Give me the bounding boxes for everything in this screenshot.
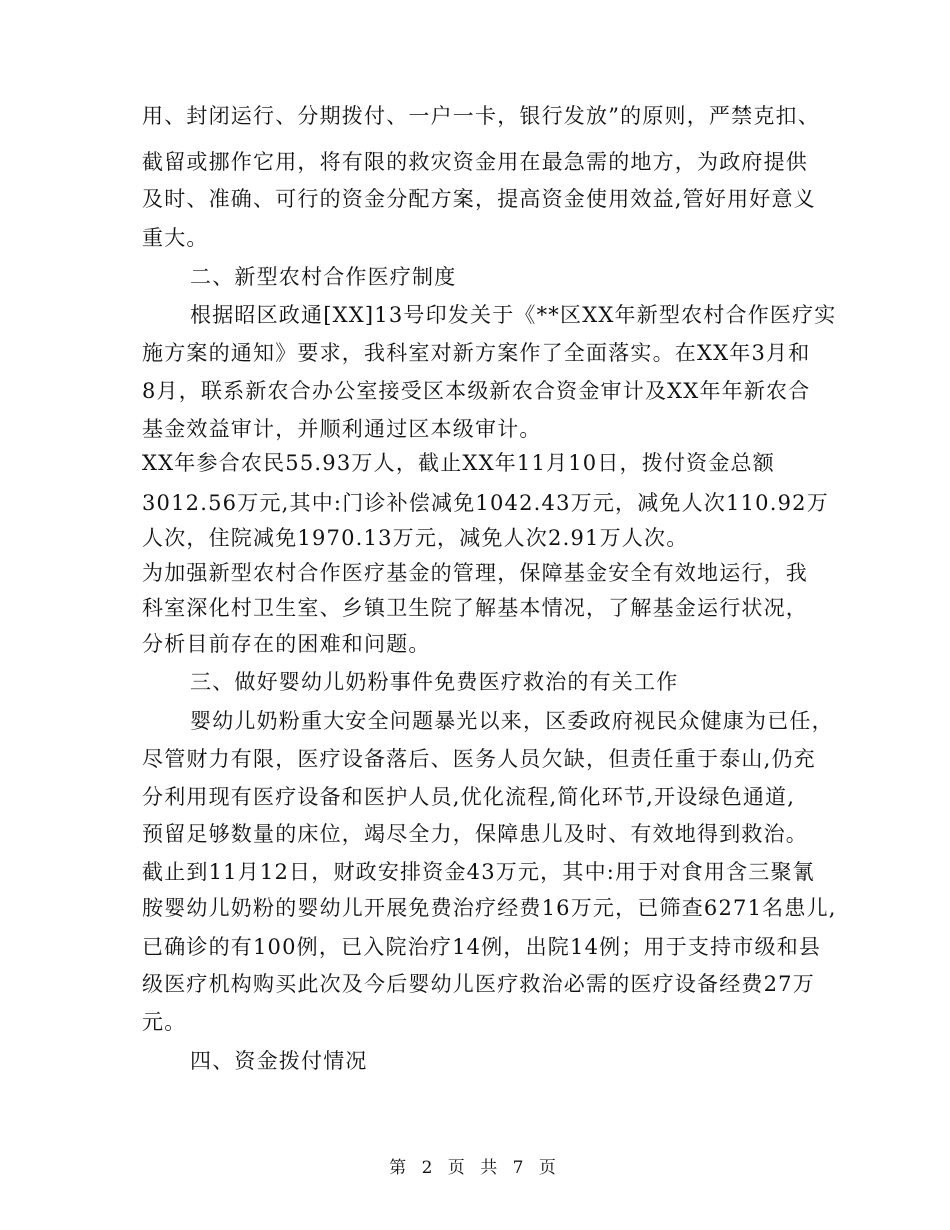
body-text-line: 用、封闭运行、分期拨付、一户一卡，银行发放”的原则，严禁克扣、 — [142, 104, 820, 128]
body-text-line: 截止到11月12日，财政安排资金43万元，其中:用于对食用含三聚氰 — [142, 860, 815, 884]
body-text-line: 8月，联系新农合办公室接受区本级新农合资金审计及XX年年新农合 — [142, 379, 811, 403]
body-text-line: 分析目前存在的困难和问题。 — [142, 632, 431, 656]
body-text-line: 科室深化村卫生室、乡镇卫生院了解基本情况，了解基金运行状况， — [142, 596, 808, 620]
body-text-line: 根据昭区政通[XX]13号印发关于《**区XX年新型农村合作医疗实 — [190, 303, 837, 327]
body-text-line: 预留足够数量的床位，竭尽全力，保障患儿及时、有效地得到救治。 — [142, 822, 808, 846]
section-heading: 二、新型农村合作医疗制度 — [190, 265, 457, 289]
body-text-line: 婴幼儿奶粉重大安全问题暴光以来，区委政府视民众健康为已任， — [190, 709, 834, 733]
body-text-line: 重大。 — [142, 226, 209, 250]
body-text-line: 已确诊的有100例，已入院治疗14例，出院14例；用于支持市级和县 — [142, 935, 822, 959]
body-text-line: 级医疗机构购买此次及今后婴幼儿医疗救治必需的医疗设备经费27万 — [142, 972, 815, 996]
section-heading: 三、做好婴幼儿奶粉事件免费医疗救治的有关工作 — [190, 670, 679, 694]
body-text-line: 元。 — [142, 1010, 187, 1034]
page-number-footer: 第 2 页 共 7 页 — [389, 1158, 561, 1178]
body-text-line: 分利用现有医疗设备和医护人员,优化流程,简化环节,开设绿色通道, — [142, 785, 796, 809]
body-text-line: 胺婴幼儿奶粉的婴幼儿开展免费治疗经费16万元，已筛查6271名患儿, — [142, 896, 837, 920]
body-text-line: 尽管财力有限，医疗设备落后、医务人员欠缺，但责任重于泰山,仍充 — [142, 747, 816, 771]
body-text-line: 为加强新型农村合作医疗基金的管理，保障基金安全有效地运行，我 — [142, 561, 808, 585]
body-text-line: 及时、准确、可行的资金分配方案，提高资金使用效益,管好用好意义 — [142, 187, 816, 211]
body-text-line: 截留或挪作它用，将有限的救灾资金用在最急需的地方，为政府提供 — [142, 150, 808, 174]
body-text-line: 施方案的通知》要求，我科室对新方案作了全面落实。在XX年3月和 — [142, 341, 811, 365]
body-text-line: XX年参合农民55.93万人，截止XX年11月10日，拨付资金总额 — [142, 451, 775, 475]
body-text-line: 人次，住院减免1970.13万元，减免人次2.91万人次。 — [142, 526, 689, 550]
body-text-line: 基金效益审计，并顺利通过区本级审计。 — [142, 417, 542, 441]
section-heading: 四、资金拨付情况 — [190, 1049, 368, 1073]
body-text-line: 3012.56万元,其中:门诊补偿减免1042.43万元，减免人次110.92万 — [142, 491, 829, 515]
